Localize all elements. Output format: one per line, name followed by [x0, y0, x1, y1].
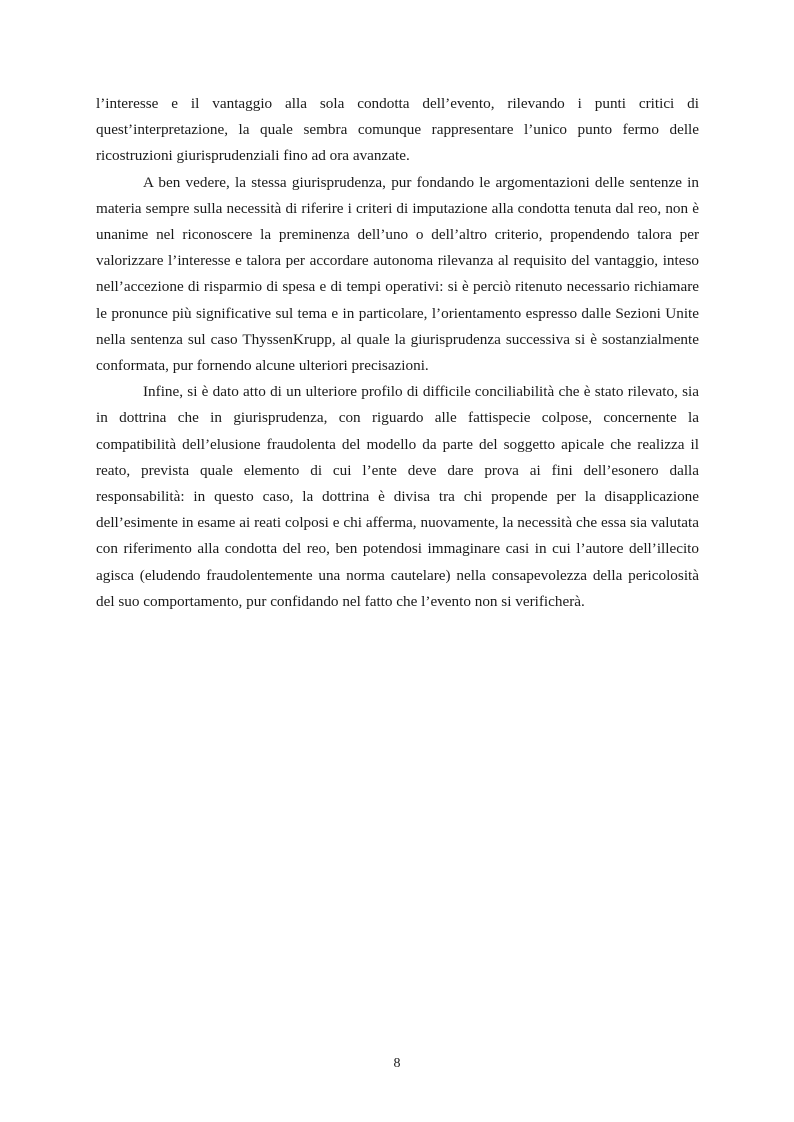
paragraph-3: Infine, si è dato atto di un ulteriore profilo di difficile conciliabilità che è stato rilevato, sia in dottrina che in giurisprudenza, con riguardo alle fattispecie colpose, concernente la compatibilità dell’elusione fraudolenta del modello da parte del soggetto apicale che realizza il reato, prevista quale elemento di cui l’ente deve dare prova ai fini dell’esonero dalla responsabilità: in questo caso, la dottrina è divisa tra chi propende per la disapplicazione dell’esimente in esame ai reati colposi e chi afferma, nuovamente, la necessità che essa sia valutata con riferimento alla condotta del reo, ben potendosi immaginare casi in cui l’autore dell’illecito agisca (eludendo fraudolentemente una norma cautelare) nella consapevolezza della pericolosità del suo comportamento, pur confidando nel fatto che l’evento non si verificherà. [96, 383, 699, 610]
paragraph-1: l’interesse e il vantaggio alla sola condotta dell’evento, rilevando i punti critici di quest’interpretazione, la quale sembra comunque rappresentare l’unico punto fermo delle ricostruzioni giurisprudenziali fino ad ora avanzate. [96, 95, 699, 165]
page-number: 8 [393, 1056, 401, 1071]
body-text [96, 91, 699, 615]
paragraph-2: A ben vedere, la stessa giurisprudenza, pur fondando le argomentazioni delle sentenze in materia sempre sulla necessità di riferire i criteri di imputazione alla condotta tenuta dal reo, non è unanime nel riconoscere la preminenza dell’uno o dell’altro criterio, propendendo talora per valorizzare l’interesse e talora per accordare autonoma rilevanza al requisito del vantaggio, inteso nell’accezione di risparmio di spesa e di tempi operativi: si è perciò ritenuto necessario richiamare le pronunce più significative sul tema e in particolare, l’orientamento espresso dalle Sezioni Unite nella sentenza sul caso ThyssenKrupp, al quale la giurisprudenza successiva si è sostanzialmente conformata, pur fornendo alcune ulteriori precisazioni. [96, 173, 699, 375]
